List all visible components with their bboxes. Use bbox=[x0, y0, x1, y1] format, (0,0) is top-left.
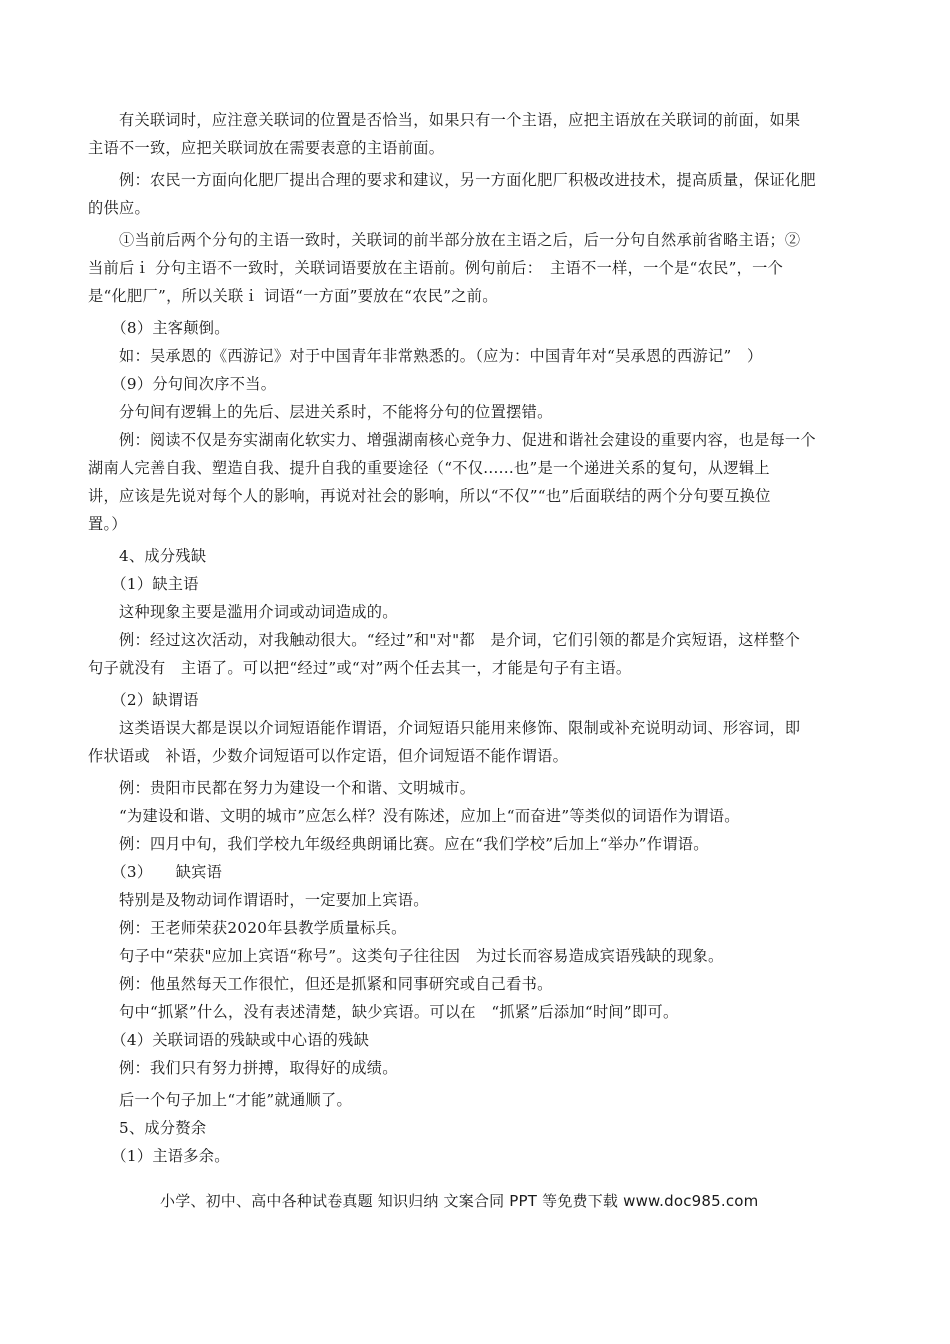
text-line: 有关联词时，应注意关联词的位置是否恰当，如果只有一个主语，应把主语放在关联词的前面，如果 bbox=[88, 111, 801, 129]
text-line: 分句间有逻辑上的先后、层进关系时，不能将分句的位置摆错。 bbox=[88, 403, 553, 421]
text-line: （4）关联词语的残缺或中心语的残缺 bbox=[88, 1031, 370, 1049]
text-line: 例：我们只有努力拼搏，取得好的成绩。 bbox=[88, 1059, 398, 1077]
text-line: 这种现象主要是滥用介词或动词造成的。 bbox=[88, 603, 398, 621]
text-line: 讲，应该是先说对每个人的影响，再说对社会的影响，所以“不仅”“也”后面联结的两个分句要互换位 bbox=[88, 487, 771, 505]
text-line: 5、成分赘余 bbox=[88, 1119, 207, 1137]
text-line: 例：四月中旬，我们学校九年级经典朗诵比赛。应在“我们学校”后加上“举办”作谓语。 bbox=[88, 835, 709, 853]
text-line: 例：农民一方面向化肥厂提出合理的要求和建议，另一方面化肥厂积极改进技术，提高质量，保证化肥 bbox=[88, 171, 816, 189]
text-line: 湖南人完善自我、塑造自我、提升自我的重要途径（“不仅......也”是一个递进关系的复句，从逻辑上 bbox=[88, 459, 770, 477]
text-line: 是“化肥厂”，所以关联ｉ 词语“一方面”要放在“农民”之前。 bbox=[88, 287, 498, 305]
text-line: 如：吴承恩的《西游记》对于中国青年非常熟悉的。（应为：中国青年对“吴承恩的西游记” ） bbox=[88, 347, 763, 365]
page-footer: 小学、初中、高中各种试卷真题 知识归纳 文案合同 PPT 等免费下载 www.doc985.com bbox=[160, 1192, 759, 1210]
text-line: 这类语误大都是误以介词短语能作谓语，介词短语只能用来修饰、限制或补充说明动词、形容词，即 bbox=[88, 719, 801, 737]
text-line: 作状语或 补语，少数介词短语可以作定语，但介词短语不能作谓语。 bbox=[88, 747, 569, 765]
text-line: 4、成分残缺 bbox=[88, 547, 207, 565]
text-line: 后一个句子加上“才能”就通顺了。 bbox=[88, 1091, 352, 1109]
text-line: 句子中“荣获"应加上宾语“称号”。这类句子往往因 为过长而容易造成宾语残缺的现象。 bbox=[88, 947, 724, 965]
text-line: （8）主客颠倒。 bbox=[88, 319, 230, 337]
text-line: ①当前后两个分句的主语一致时，关联词的前半部分放在主语之后，后一分句自然承前省略主语；② bbox=[88, 231, 801, 249]
text-line: 句子就没有 主语了。可以把“经过”或“对”两个任去其一，才能是句子有主语。 bbox=[88, 659, 632, 677]
text-line: 句中“抓紧”什么，没有表述清楚，缺少宾语。可以在 “抓紧”后添加“时间”即可。 bbox=[88, 1003, 679, 1021]
text-line: 当前后ｉ 分句主语不一致时，关联词语要放在主语前。例句前后： 主语不一样，一个是“农民”，一个 bbox=[88, 259, 784, 277]
text-line: 例：经过这次活动，对我触动很大。“经过”和"对"都 是介词，它们引领的都是介宾短语，这样整个 bbox=[88, 631, 801, 649]
text-line: 例：他虽然每天工作很忙，但还是抓紧和同事研究或自己看书。 bbox=[88, 975, 553, 993]
text-line: （2）缺谓语 bbox=[88, 691, 199, 709]
text-line: 主语不一致，应把关联词放在需要表意的主语前面。 bbox=[88, 139, 445, 157]
text-line: 的供应。 bbox=[88, 199, 150, 217]
text-line: “为建设和谐、文明的城市”应怎么样？没有陈述，应加上“而奋进”等类似的词语作为谓语。 bbox=[88, 807, 740, 825]
text-line: （9）分句间次序不当。 bbox=[88, 375, 277, 393]
text-line: 特别是及物动词作谓语时，一定要加上宾语。 bbox=[88, 891, 429, 909]
text-line: （1）缺主语 bbox=[88, 575, 199, 593]
text-line: （1）主语多余。 bbox=[88, 1147, 230, 1165]
text-line: 例：贵阳市民都在努力为建设一个和谐、文明城市。 bbox=[88, 779, 476, 797]
text-line: 置。） bbox=[88, 515, 127, 533]
text-line: （3） 缺宾语 bbox=[88, 863, 223, 881]
text-line: 例：阅读不仅是夯实湖南化软实力、增强湖南核心竞争力、促进和谐社会建设的重要内容，也是每一个 bbox=[88, 431, 816, 449]
text-line: 例：王老师荣获2020年县教学质量标兵。 bbox=[88, 919, 407, 937]
